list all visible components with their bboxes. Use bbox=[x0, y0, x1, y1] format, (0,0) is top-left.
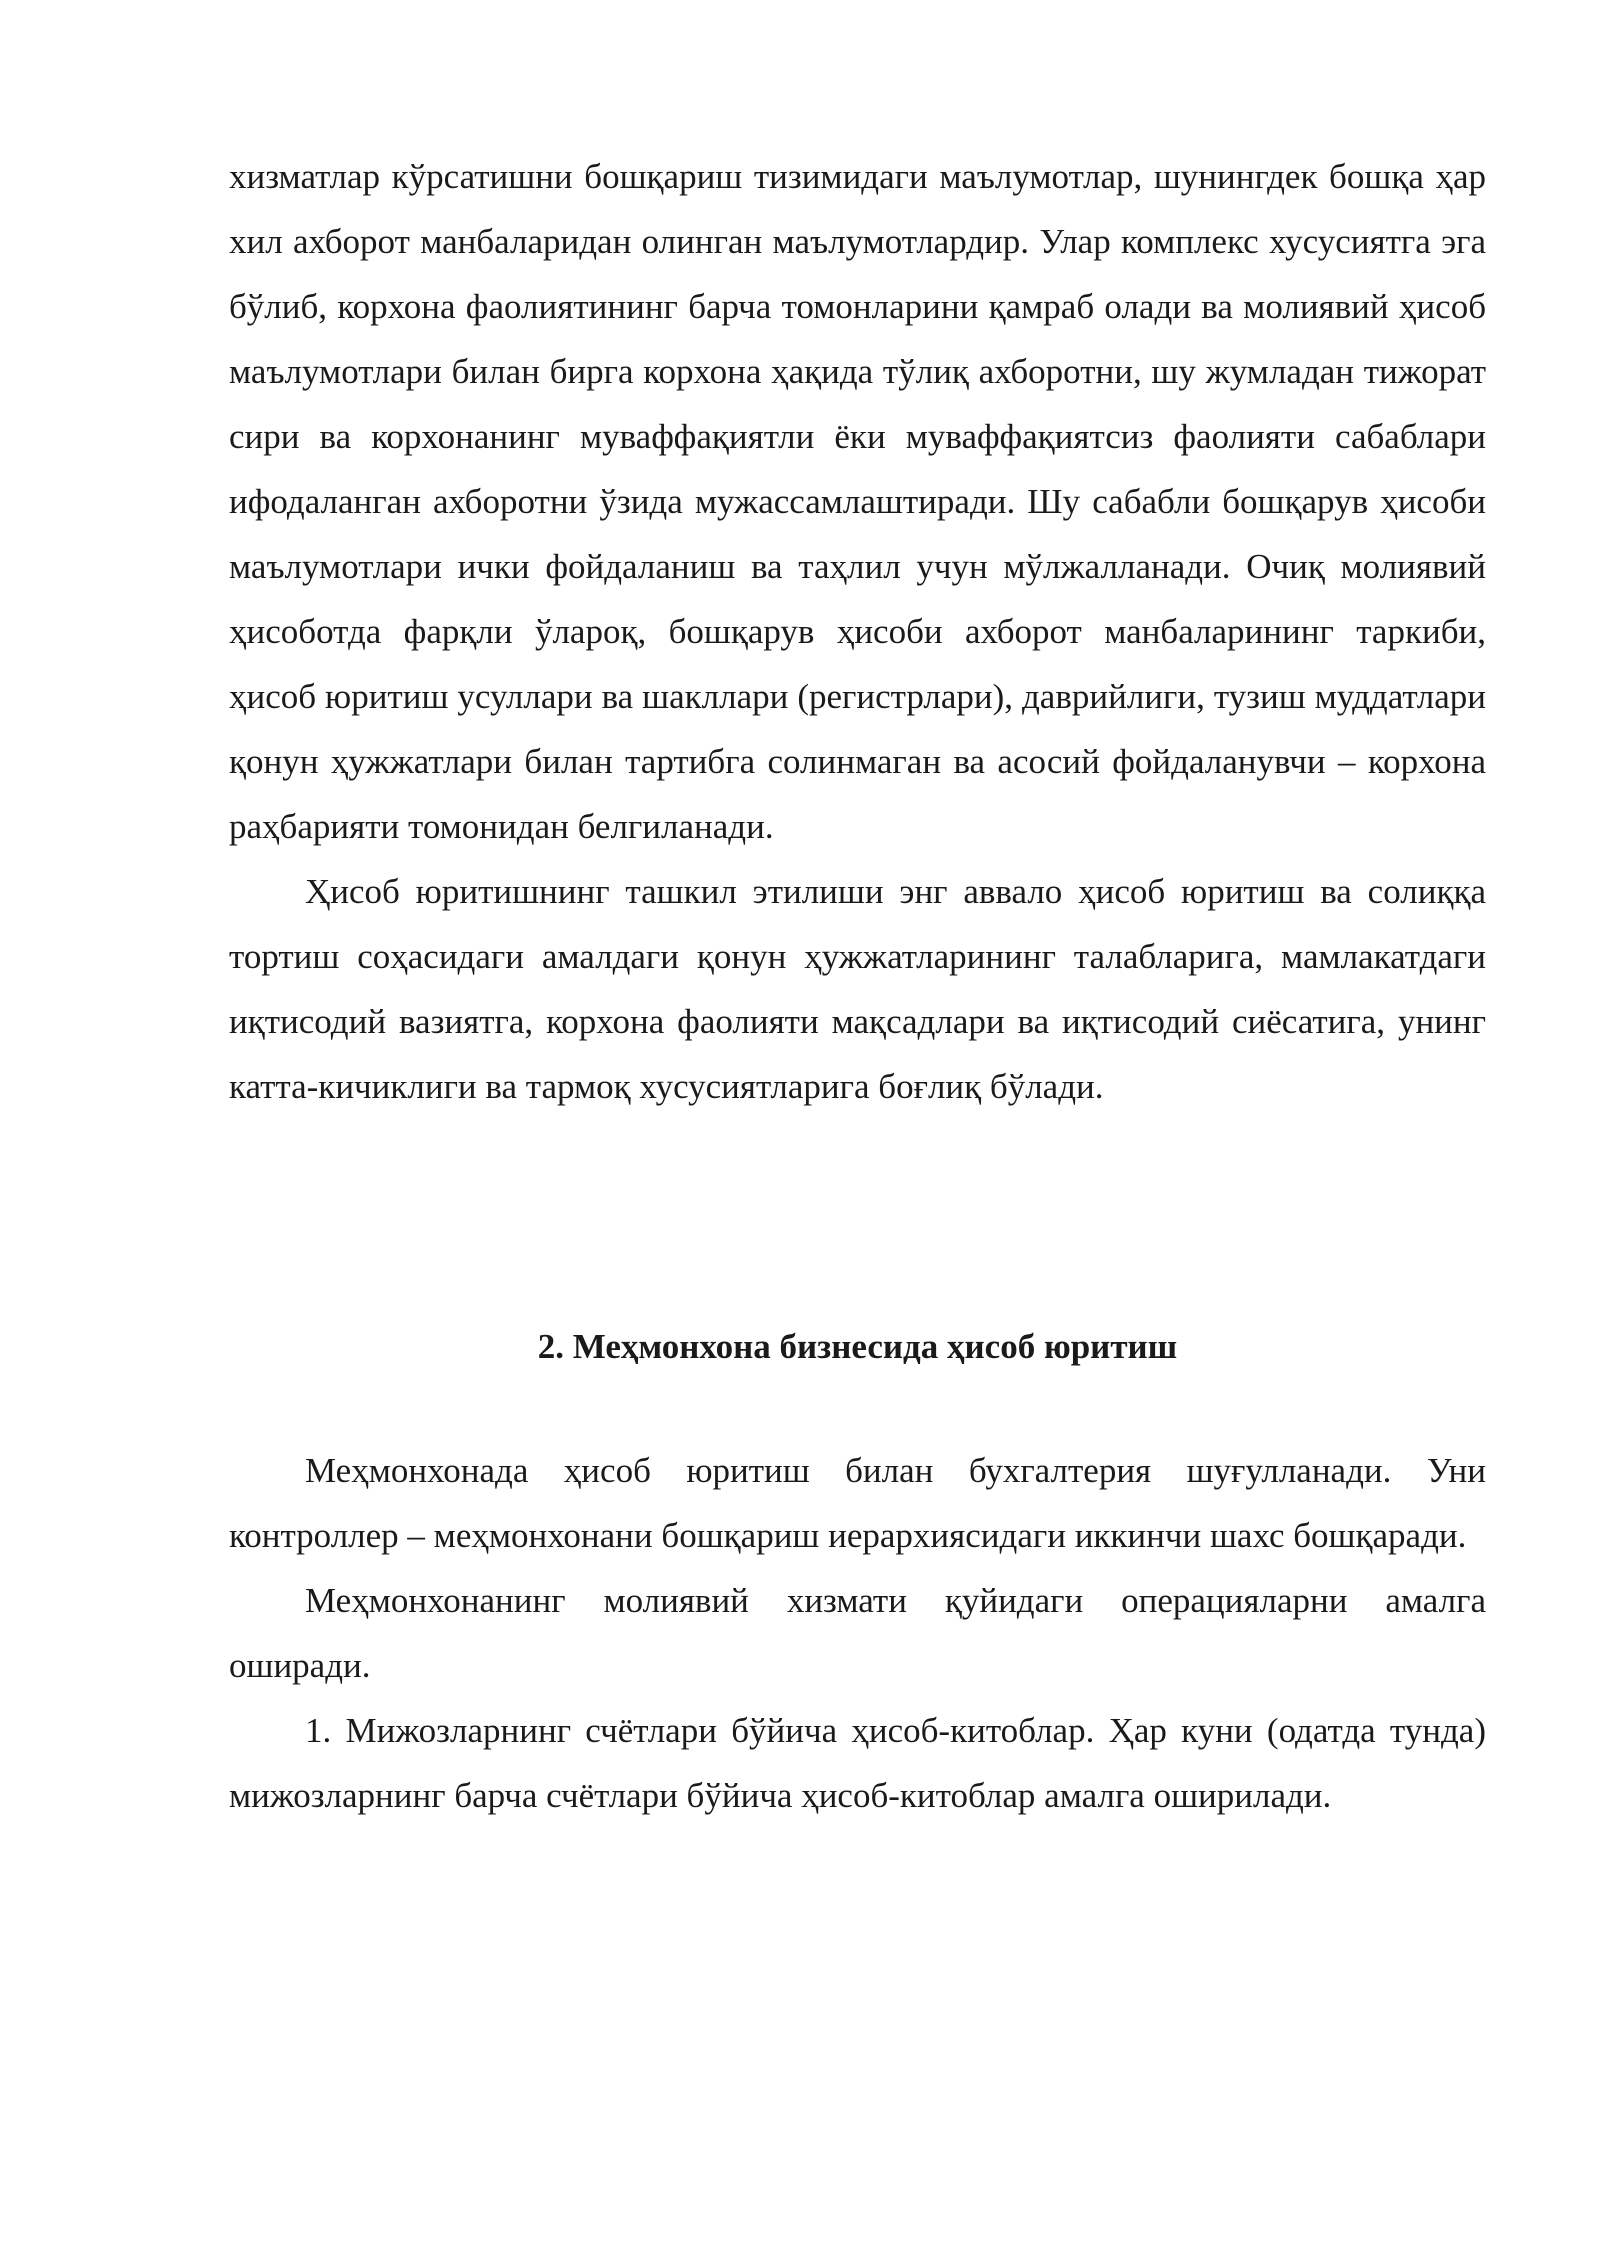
paragraph-financial-service: Меҳмонхонанинг молиявий хизмати қуйидаги операцияларни амалга оширади. bbox=[229, 1581, 1486, 1685]
body-text-section-2 bbox=[229, 1438, 1486, 1828]
section-heading: 2. Меҳмонхона бизнесида ҳисоб юритиш bbox=[537, 1327, 1178, 1366]
paragraph-list-item-1: 1. Мижозларнинг счётлари бўйича ҳисоб-китоблар. Ҳар куни (одатда тунда) мижозларнинг барча счётлари бўйича ҳисоб-китоблар амалга оширилади. bbox=[229, 1711, 1486, 1815]
paragraph-continuation: хизматлар кўрсатишни бошқариш тизимидаги маълумотлар, шунингдек бошқа ҳар хил ахборот манбаларидан олинган маълумотлардир. Улар комплекс хусусиятга эга бўлиб, корхона фаолиятининг барча томонларини қамраб олади ва молиявий ҳисоб маълумотлари билан бирга корхона ҳақида тўлиқ ахборотни, шу жумладан тижорат сири ва корхонанинг муваффақиятли ёки муваффақиятсиз фаолияти сабаблари ифодаланган ахборотни ўзида мужассамлаштиради. Шу сабабли бошқарув ҳисоби маълумотлари ички фойдаланиш ва таҳлил учун мўлжалланади. Очиқ молиявий ҳисоботда фарқли ўлароқ, бошқарув ҳисоби ахборот манбаларининг таркиби, ҳисоб юритиш усуллари ва шакллари (регистрлари), даврийлиги, тузиш муддатлари қонун ҳужжатлари билан тартибга солинмаган ва асосий фойдаланувчи – корхона раҳбарияти томонидан белгиланади. bbox=[229, 157, 1486, 846]
body-text-section-1 bbox=[229, 144, 1486, 1119]
paragraph-accounting-organization: Ҳисоб юритишнинг ташкил этилиши энг аввало ҳисоб юритиш ва солиққа тортиш соҳасидаги амалдаги қонун ҳужжатларининг талабларига, мамлакатдаги иқтисодий вазиятга, корхона фаолияти мақсадлари ва иқтисодий сиёсатига, унинг катта-кичиклиги ва тармоқ хусусиятларига боғлиқ бўлади. bbox=[229, 872, 1486, 1106]
paragraph-hotel-accounting: Меҳмонхонада ҳисоб юритиш билан бухгалтерия шуғулланади. Уни контроллер – меҳмонхонани бошқариш иерархиясидаги иккинчи шахс бошқаради. bbox=[229, 1451, 1486, 1555]
